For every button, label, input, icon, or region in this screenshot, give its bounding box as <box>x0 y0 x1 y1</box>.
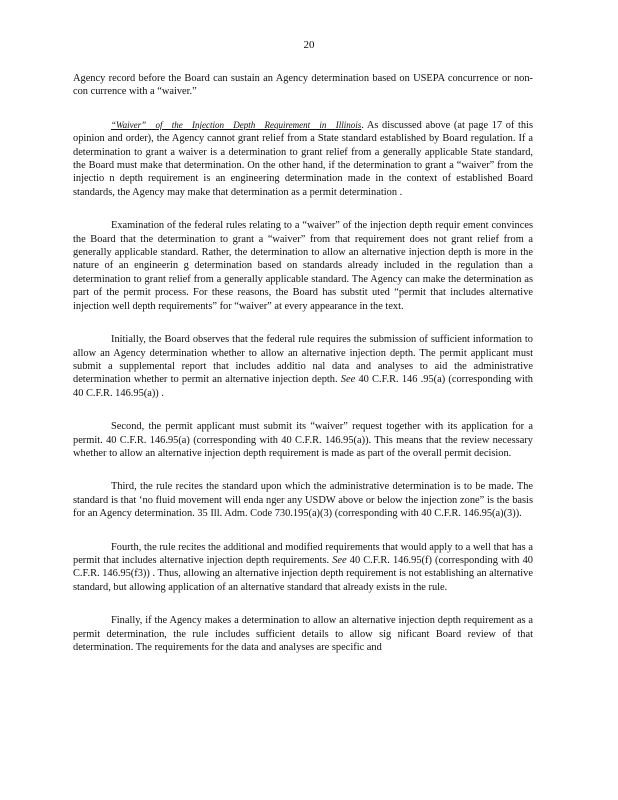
citation: 40 C.F.R. 146 .95(a) (corresponding with 40 C.F.R. 146.95(a)) . <box>73 374 533 399</box>
citation-signal: See <box>332 554 347 566</box>
paragraph-6: Third, the rule recites the standard upon which the administrative determination is to be made. The standard is that ‘no fluid movement will enda nger any USDW above or below the injection zone” is the basis for an Agency determination. 35 Ill. Adm. Code 730.195(a)(3) (corresponding with 40 C.F.R. 146.95(a)(3)). <box>73 481 533 520</box>
paragraph-5: Second, the permit applicant must submit its “waiver” request together with its application for a permit. 40 C.F.R. 146.95(a) (corresponding with 40 C.F.R. 146.95(a)). This means that the review necessary whether to allow an alternative injection depth requirement is made as part of the overall permit decision. <box>73 421 533 459</box>
paragraph-7 <box>73 541 533 595</box>
paragraph-4 <box>73 333 533 400</box>
paragraph-1: Agency record before the Board can sustain an Agency determination based on USEPA concurrence or non-con currence with a “waiver.” <box>73 73 533 98</box>
paragraph-3: Examination of the federal rules relating to a “waiver” of the injection depth requir ement convinces the Board that the determination to grant a “waiver” from that requirement does not grant relief from a generally applicable standard. Rather, the determination to allow an alternative injection depth is more in the nature of an engineerin g determination based on standards already included in the regulation than a determination to grant relief from a generally applicable standard. The Agency can make the determination as part of the permit process. For these reasons, the Board has substit uted “permit that includes alternative injection well depth requirements” for “waiver” at every appearance in the text. <box>73 220 533 312</box>
document-body <box>73 72 533 674</box>
section-heading: “Waiver” of the Injection Depth Requirement in Illinois <box>111 119 362 130</box>
paragraph-7-citation: 40 C.F.R. 146.95(f) (corresponding with 40 C.F.R. 146.95(f3)) . Thus, allowing an alternative injection depth requirement is not establishing an alternative standard, but allowing application of an alternative standard that already exists in the rule. <box>73 554 533 593</box>
paragraph-7-text: Fourth, the rule recites the additional and modified requirements that would apply to a well that has a permit that includes alternative injection depth requirements. <box>73 541 533 566</box>
citation-signal: See <box>340 374 356 386</box>
paragraph-2 <box>73 119 533 199</box>
page-number: 20 <box>303 39 315 51</box>
paragraph-8: Finally, if the Agency makes a determination to allow an alternative injection depth requirement as a permit determination, the rule includes sufficient details to allow sig nificant Board review of that determination. The requirements for the data and analyses are specific and <box>73 615 533 653</box>
paragraph-4-text: Initially, the Board observes that the federal rule requires the submission of sufficient information to allow an Agency determination whether to allow an alternative injection depth. The permit applicant must submit a supplemental report that includes additio nal data and analyses to aid the administrative determination whether to permit an alternative injection depth. <box>73 334 533 386</box>
paragraph-2-text: . As discussed above (at page 17 of this opinion and order), the Agency cannot grant relief from a State standard established by Board regulation. If a determination to grant a waiver is a determination to grant relief from a generally applicable State standard, the Board must make that determination. On the other hand, if the determination to grant a “waiver” from the injectio n depth requirement is an engineering determination made in the context of established Board standards, the Agency may make that determination as a permit determination . <box>73 119 533 198</box>
